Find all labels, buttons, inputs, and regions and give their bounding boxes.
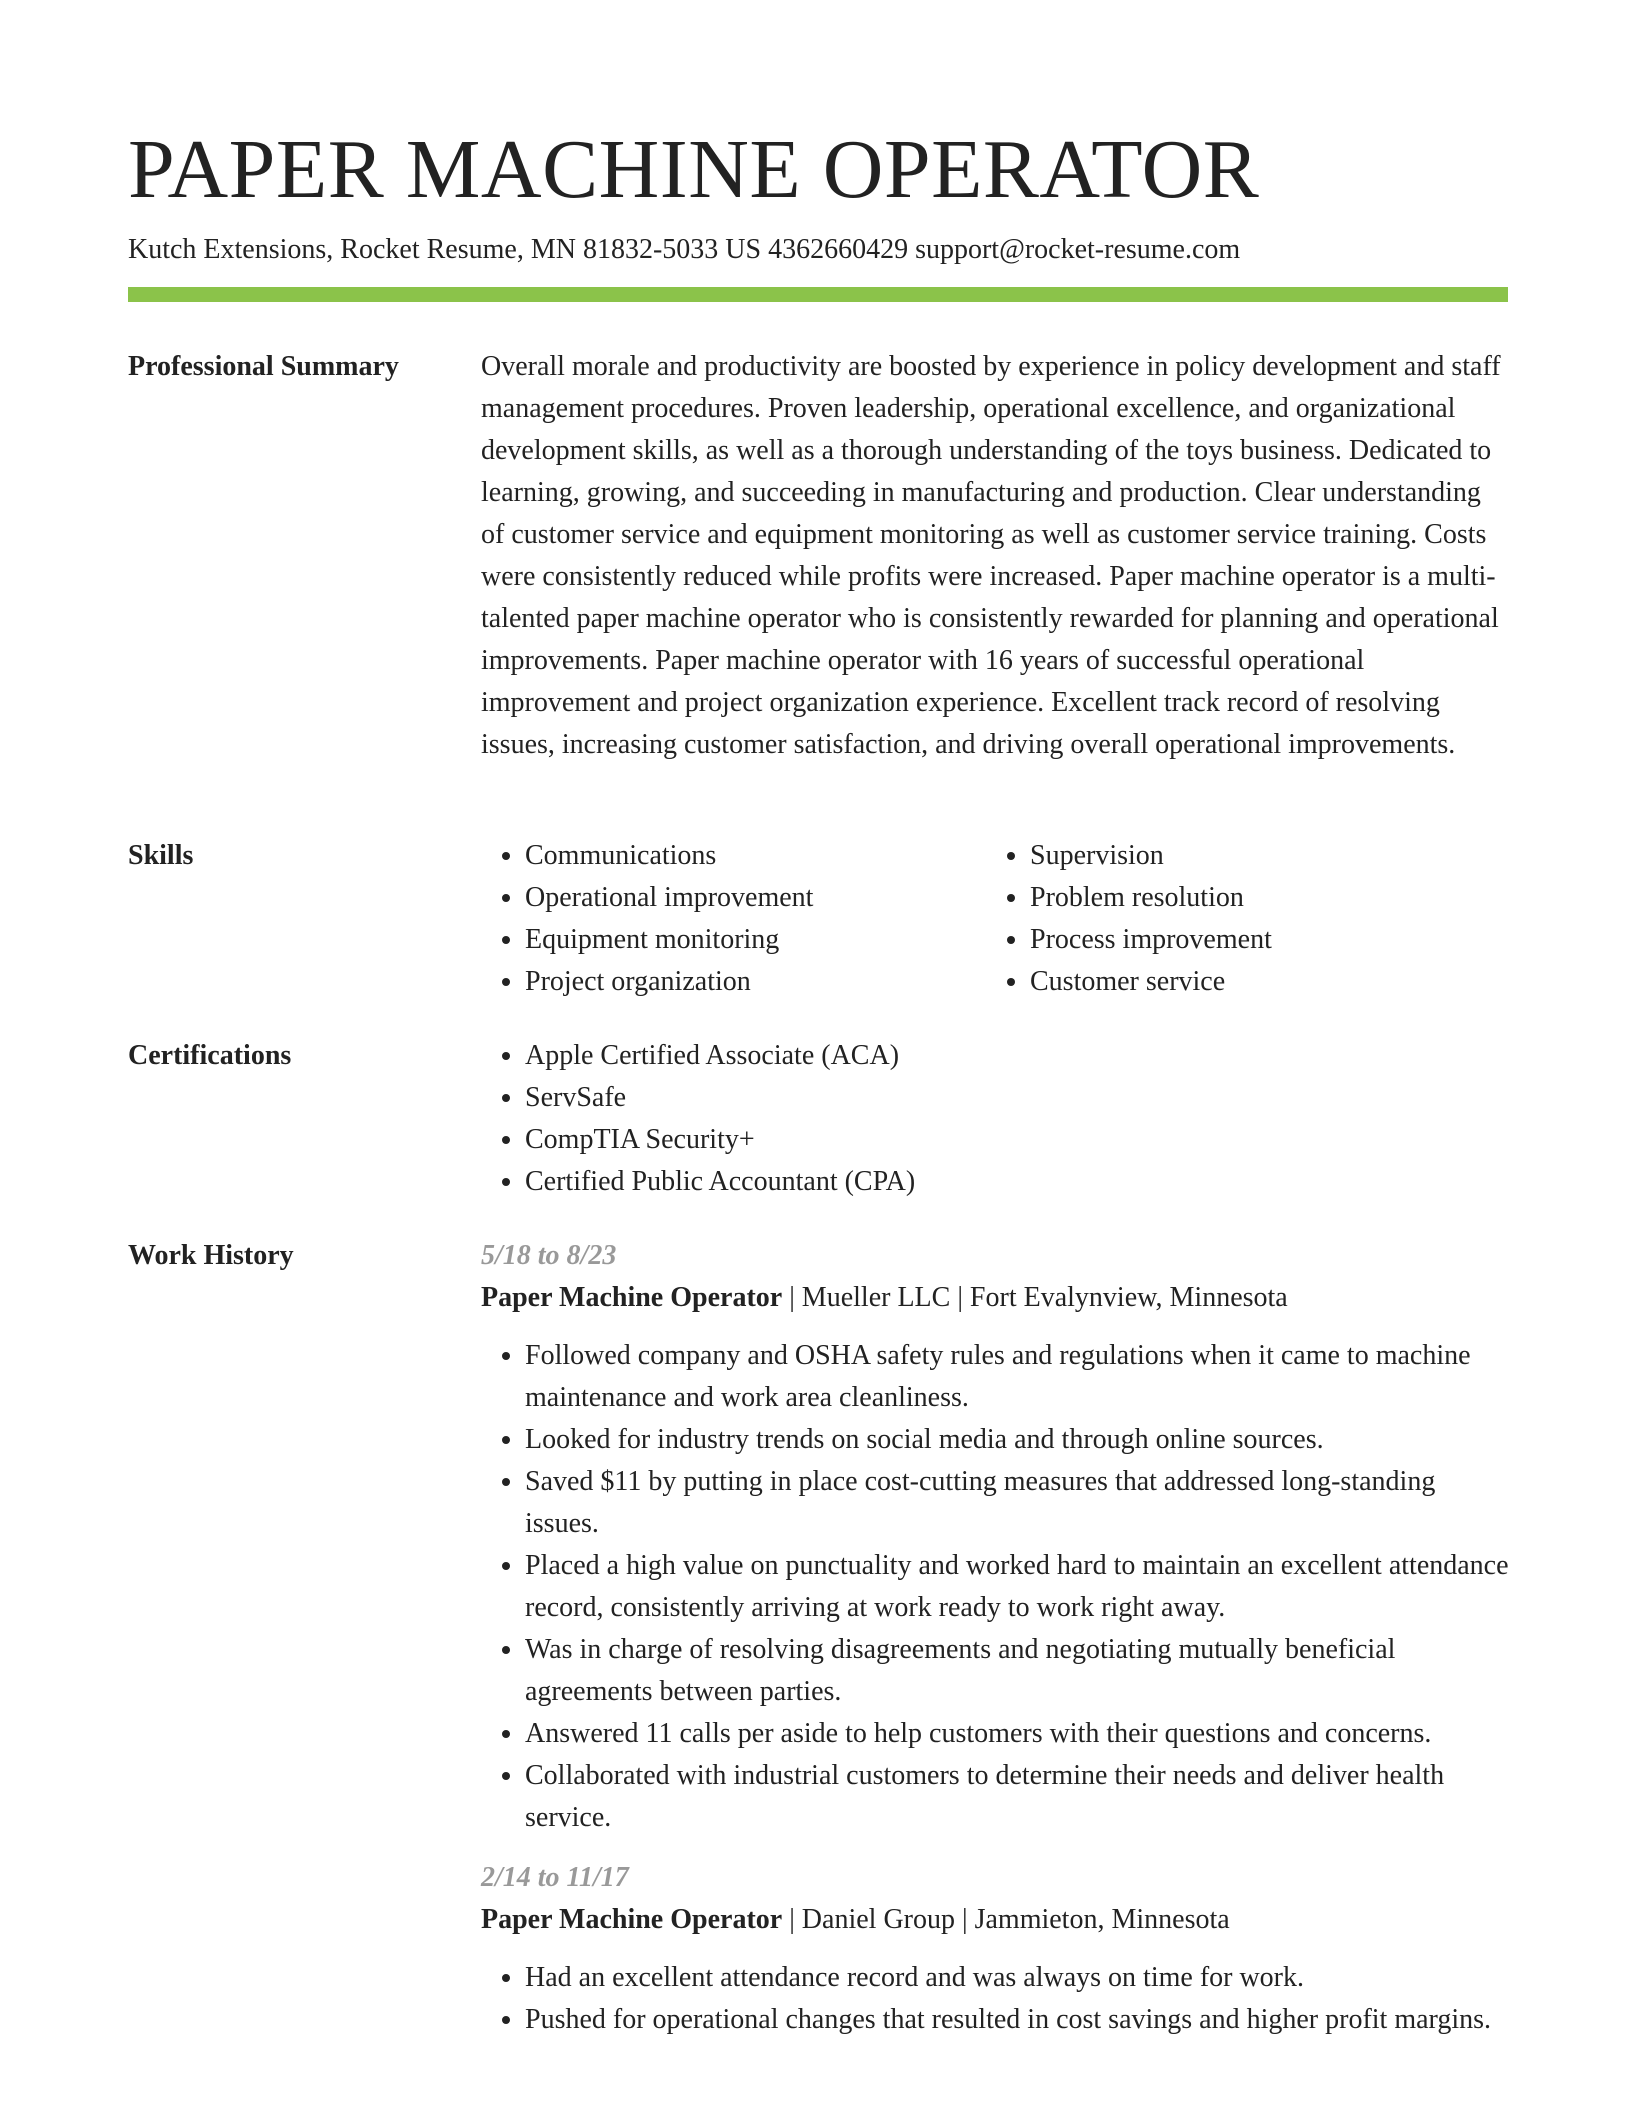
summary-text: Overall morale and productivity are boosted by experience in policy development and staff management procedures. Proven leadership, operational excellence, and organizational development skills, as well as a thorough understanding of the toys business. Dedicated to learning, growing, and succeeding in manufacturing and production. Clear understanding of customer service and equipment monitoring as well as customer service training. Costs were consistently reduced while profits were increased. Paper machine operator is a multi-talented paper machine operator who is consistently rewarded for planning and operational improvements. Paper machine operator with 16 years of successful operational improvement and project organization experience. Excellent track record of resolving issues, increasing customer satisfaction, and driving overall operational improvements. <box>481 351 1501 760</box>
skills-list-left <box>481 835 986 1003</box>
job-bullet: • Answered 11 calls per aside to help customers with their questions and concerns. <box>525 1713 1511 1755</box>
skill-item: • Communications <box>525 835 986 877</box>
certification-item: • Certified Public Accountant (CPA) <box>525 1161 1511 1203</box>
summary-heading: Professional Summary <box>128 351 399 382</box>
contact-line: Kutch Extensions, Rocket Resume, MN 81832-5033 US 4362660429 support@rocket-resume.com <box>128 234 1241 265</box>
skill-item: • Supervision <box>1030 835 1491 877</box>
skill-item: • Project organization <box>525 961 986 1003</box>
job-bullet: • Placed a high value on punctuality and worked hard to maintain an excellent attendance record, consistently arriving at work ready to work right away. <box>525 1545 1511 1629</box>
certification-item: • Apple Certified Associate (ACA) <box>525 1035 1511 1077</box>
job-bullet: • Collaborated with industrial customers to determine their needs and deliver health service. <box>525 1755 1511 1839</box>
job-bullet: • Had an excellent attendance record and was always on time for work. <box>525 1957 1511 1999</box>
job-heading <box>481 1899 1511 1941</box>
job-title: Paper Machine Operator <box>481 1282 783 1313</box>
certifications-list <box>481 1035 1511 1203</box>
certification-item: • CompTIA Security+ <box>525 1119 1511 1161</box>
skill-item: • Customer service <box>1030 961 1491 1003</box>
job-entry <box>481 1857 1511 2041</box>
job-bullets <box>481 1957 1511 2041</box>
job-dates: 2/14 to 11/17 <box>481 1862 629 1893</box>
skills-heading: Skills <box>128 840 194 871</box>
job-company-location: | Daniel Group | Jammieton, Minnesota <box>782 1904 1230 1935</box>
job-entry <box>481 1235 1511 1839</box>
certification-item: • ServSafe <box>525 1077 1511 1119</box>
job-bullet: • Followed company and OSHA safety rules and regulations when it came to machine maintenance and work area cleanliness. <box>525 1335 1511 1419</box>
job-bullet: • Was in charge of resolving disagreements and negotiating mutually beneficial agreements between parties. <box>525 1629 1511 1713</box>
work-history-heading: Work History <box>128 1240 294 1271</box>
candidate-name: PAPER MACHINE OPERATOR <box>128 123 1260 216</box>
skill-item: • Equipment monitoring <box>525 919 986 961</box>
skill-item: • Problem resolution <box>1030 877 1491 919</box>
job-title: Paper Machine Operator <box>481 1904 783 1935</box>
skill-item: • Operational improvement <box>525 877 986 919</box>
job-bullets <box>481 1335 1511 1839</box>
skill-item: • Process improvement <box>1030 919 1491 961</box>
job-bullet: • Saved $11 by putting in place cost-cutting measures that addressed long-standing issues. <box>525 1461 1511 1545</box>
certifications-heading: Certifications <box>128 1040 292 1071</box>
job-dates: 5/18 to 8/23 <box>481 1240 617 1271</box>
job-company-location: | Mueller LLC | Fort Evalynview, Minnesota <box>782 1282 1288 1313</box>
skills-list-right <box>986 835 1491 1003</box>
job-heading <box>481 1277 1511 1319</box>
job-bullet: • Looked for industry trends on social media and through online sources. <box>525 1419 1511 1461</box>
accent-divider <box>128 287 1508 302</box>
job-bullet: • Pushed for operational changes that resulted in cost savings and higher profit margins. <box>525 1999 1511 2041</box>
